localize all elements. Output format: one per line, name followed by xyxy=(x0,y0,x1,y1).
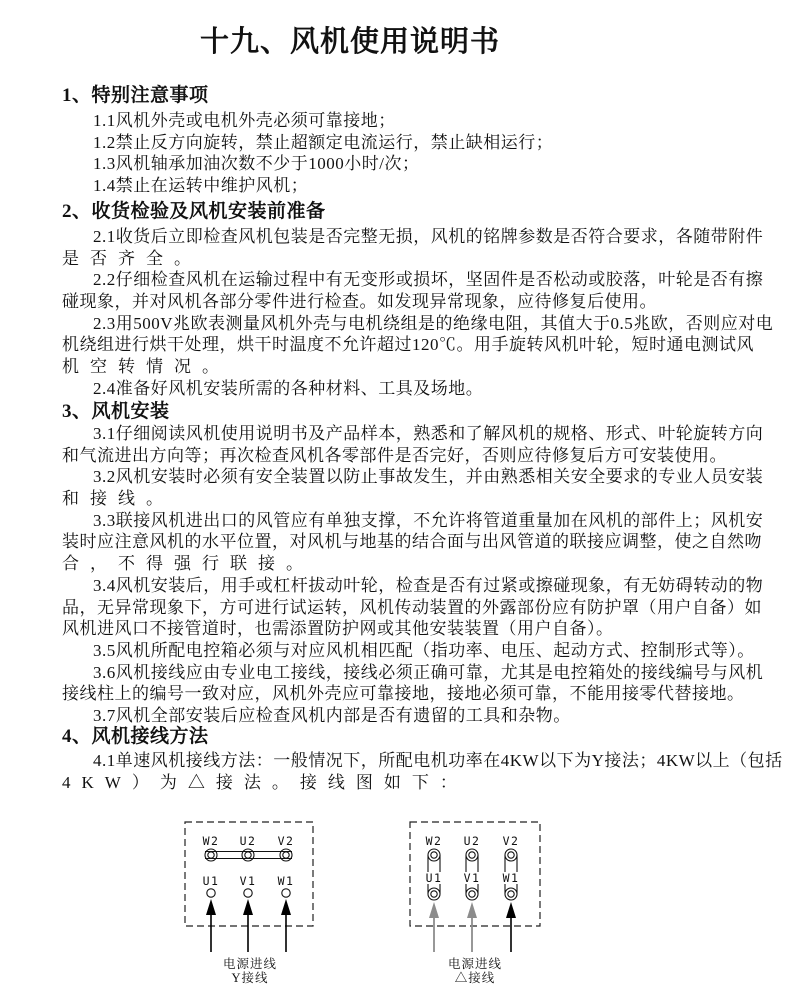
text-line: 是否齐全。 xyxy=(62,248,202,268)
diagram-caption xyxy=(448,956,502,985)
terminal-label: W1 xyxy=(502,871,520,885)
terminal-label: U1 xyxy=(202,874,220,888)
section-4-heading: 4、风机接线方法 xyxy=(62,726,209,747)
terminal-label: U2 xyxy=(239,834,257,848)
section-1-heading: 1、特别注意事项 xyxy=(62,85,209,106)
text-line: 2.1收货后立即检查风机包装是否完整无损，风机的铭牌参数是否符合要求，各随带附件 xyxy=(93,227,764,246)
text-line: 3.6风机接线应由专业电工接线，接线必须正确可靠，尤其是电控箱处的接线编号与风机 xyxy=(93,662,764,682)
caption-line: Y接线 xyxy=(231,971,269,985)
terminal-label: V1 xyxy=(239,874,257,888)
terminal-label: W2 xyxy=(202,834,220,848)
text-line: 1.1风机外壳或电机外壳必须可靠接地； xyxy=(93,111,396,130)
text-line: 品，无异常现象下，方可进行试运转，风机传动装置的外露部份应有防护罩（用户自备）如 xyxy=(62,597,762,617)
section-4-body xyxy=(62,750,800,793)
text-line: 机绕组进行烘干处理，烘干时温度不允许超过120℃。用手旋转风机叶轮，短时通电测试风 xyxy=(62,335,754,355)
text-line: 3.4风机安装后，用手或杠杆拔动叶轮，检查是否有过紧或擦碰现象，有无妨碍转动的物 xyxy=(93,575,764,595)
diagram-caption xyxy=(223,956,277,985)
text-line: 和气流进出方向等；再次检查风机各零部件是否完好，否则应待修复后方可安装使用。 xyxy=(62,445,727,465)
text-line: 4.1单速风机接线方法：一般情况下，所配电机功率在4KW以下为Y接法；4KW以上（包括 xyxy=(93,751,783,770)
caption-line: 电源进线 xyxy=(222,957,278,971)
terminal-label: U1 xyxy=(425,871,443,885)
text-line: 1.3风机轴承加油次数不少于1000小时/次； xyxy=(93,154,420,174)
terminal-label: W2 xyxy=(425,834,443,848)
section-3-heading: 3、风机安装 xyxy=(62,401,170,422)
caption-line: 电源进线 xyxy=(447,957,503,971)
text-line: 3.7风机全部安装后应检查风机内部是否有遗留的工具和杂物。 xyxy=(93,705,571,725)
section-3-body xyxy=(62,423,800,727)
terminal-label: U2 xyxy=(463,834,481,848)
text-line: 2.4准备好风机安装所需的各种材料、工具及场地。 xyxy=(93,378,484,398)
terminal-label: W1 xyxy=(277,874,295,888)
text-line: 4KW）为△接法。接线图如下： xyxy=(62,772,468,792)
terminal-middle-labels xyxy=(423,871,522,885)
caption-line: △接线 xyxy=(454,971,496,985)
text-line: 2.2仔细检查风机在运输过程中有无变形或损坏，坚固件是否松动或胶落，叶轮是否有擦 xyxy=(93,270,764,290)
power-arrow xyxy=(429,902,439,952)
terminal-bottom-row xyxy=(203,874,295,897)
text-line: 和接线。 xyxy=(62,489,174,509)
terminal-label: V2 xyxy=(277,834,295,848)
text-line: 接线柱上的编号一致对应，风机外壳应可靠接地，接地必须可靠，不能用接零代替接地。 xyxy=(62,684,745,704)
text-line: 1.4禁止在运转中维护风机； xyxy=(93,176,309,196)
text-line: 装时应注意风机的水平位置，对风机与地基的结合面与出风管道的联接应调整，使之自然吻 xyxy=(62,532,762,552)
text-line: 碰现象，并对风机各部分零件进行检查。如发现异常现象，应待修复后使用。 xyxy=(62,292,657,312)
text-line: 2.3用500V兆欧表测量风机外壳与电机绕组是的绝缘电阻，其值大于0.5兆欧，否则应对电 xyxy=(93,313,774,333)
text-line: 机空转情况。 xyxy=(62,357,230,377)
delta-connection-diagram xyxy=(403,818,578,1000)
text-line: 1.2禁止反方向旋转，禁止超额定电流运行，禁止缺相运行； xyxy=(93,132,554,152)
terminal-top-row xyxy=(203,834,295,861)
terminal-label: V2 xyxy=(502,834,520,848)
text-line: 3.2风机安装时必须有安全装置以防止事故发生，并由熟悉相关安全要求的专业人员安装 xyxy=(93,467,764,487)
terminal-label: V1 xyxy=(463,871,481,885)
text-line: 风机进风口不接管道时，也需添置防护网或其他安装装置（用户自备）。 xyxy=(62,619,614,639)
y-connection-diagram xyxy=(180,818,355,1000)
power-arrow xyxy=(506,902,516,952)
document-title: 十九、风机使用说明书 xyxy=(200,26,501,58)
section-2-body xyxy=(62,226,800,400)
section-1-body xyxy=(62,110,800,197)
power-arrow xyxy=(467,902,477,952)
text-line: 3.1仔细阅读风机使用说明书及产品样本，熟悉和了解风机的规格、形式、叶轮旋转方向 xyxy=(93,424,764,443)
terminal-top-row xyxy=(426,834,520,848)
text-line: 合，不得强行联接。 xyxy=(62,554,314,574)
text-line: 3.3联接风机进出口的风管应有单独支撑，不允许将管道重量加在风机的部件上；风机安 xyxy=(93,510,764,530)
section-2-heading: 2、收货检验及风机安装前准备 xyxy=(62,201,326,222)
text-line: 3.5风机所配电控箱必须与对应风机相匹配（指功率、电压、起动方式、控制形式等）。 xyxy=(93,640,755,660)
